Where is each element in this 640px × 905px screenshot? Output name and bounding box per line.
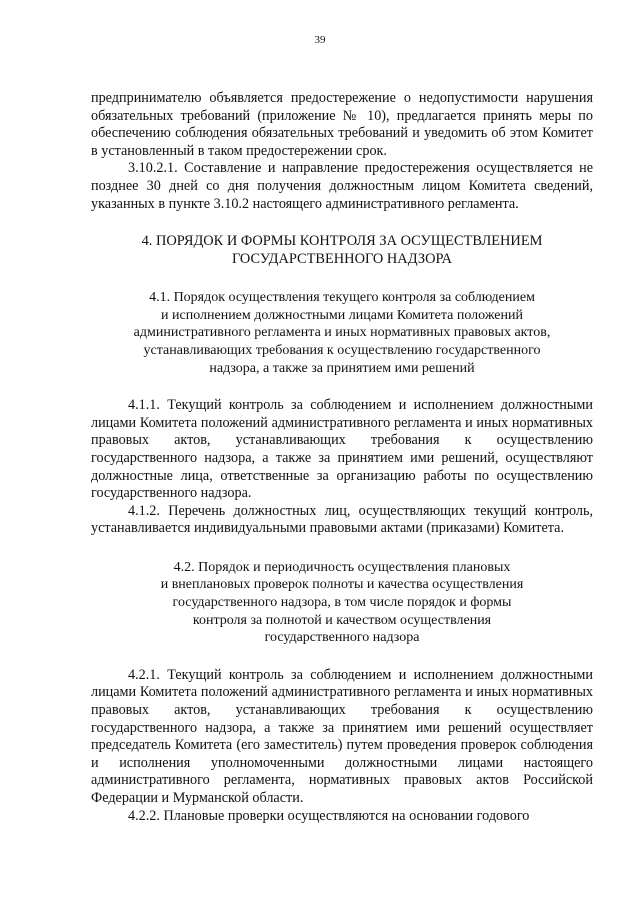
subsection-4-1-title: 4.1. Порядок осуществления текущего контроля за соблюдением и исполнением должностными лицами Комитета положений административного регламента и иных нормативных правовых актов, устанавливающих требования к осуществлению государственного надзора, а также за принятием ими решений [133, 290, 551, 376]
document-body [91, 90, 593, 825]
page-number: 39 [314, 34, 326, 46]
section-4-title: 4. ПОРЯДОК И ФОРМЫ КОНТРОЛЯ ЗА ОСУЩЕСТВЛЕНИЕМ ГОСУДАРСТВЕННОГО НАДЗОРА [141, 233, 543, 268]
paragraph-4-2-1: 4.2.1. Текущий контроль за соблюдением и исполнением должностными лицами Комитета положений административного регламента и иных нормативных правовых актов, устанавливающих требования к осуществлению государственного надзора, а также за принятием ими решений осуществляет председатель Комитета (его заместитель) путем проведения проверок соблюдения и исполнения уполномоченными должностными лицами настоящего административного регламента, нормативных правовых актов Российской Федерации и Мурманской области. [91, 666, 593, 806]
paragraph-4-1-1: 4.1.1. Текущий контроль за соблюдением и исполнением должностными лицами Комитета положений административного регламента и иных нормативных правовых актов, устанавливающих требования к осуществлению государственного надзора, а также за принятием ими решений, осуществляют должностные лица, ответственные за организацию работы по осуществлению государственного надзора. [91, 397, 593, 502]
paragraph-4-2-2: 4.2.2. Плановые проверки осуществляются на основании годового [128, 807, 530, 824]
subsection-4-2-title: 4.2. Порядок и периодичность осуществления плановых и внеплановых проверок полноты и качества осуществления государственного надзора, в том числе порядок и формы контроля за полнотой и качеством осуществления государственного надзора [160, 559, 524, 646]
paragraph-3-10-2-1: 3.10.2.1. Составление и направление предостережения осуществляется не позднее 30 дней со дня получения должностным лицом Комитета сведений, указанных в пункте 3.10.2 настоящего административного регламента. [91, 160, 593, 212]
paragraph-4-1-2: 4.1.2. Перечень должностных лиц, осуществляющих текущий контроль, устанавливается индивидуальными правовыми актами (приказами) Комитета. [91, 502, 593, 537]
paragraph-continuation: предпринимателю объявляется предостережение о недопустимости нарушения обязательных требований (приложение № 10), предлагается принять меры по обеспечению соблюдения обязательных требований и уведомить об этом Комитет в установленный в таком предостережении срок. [91, 90, 593, 159]
